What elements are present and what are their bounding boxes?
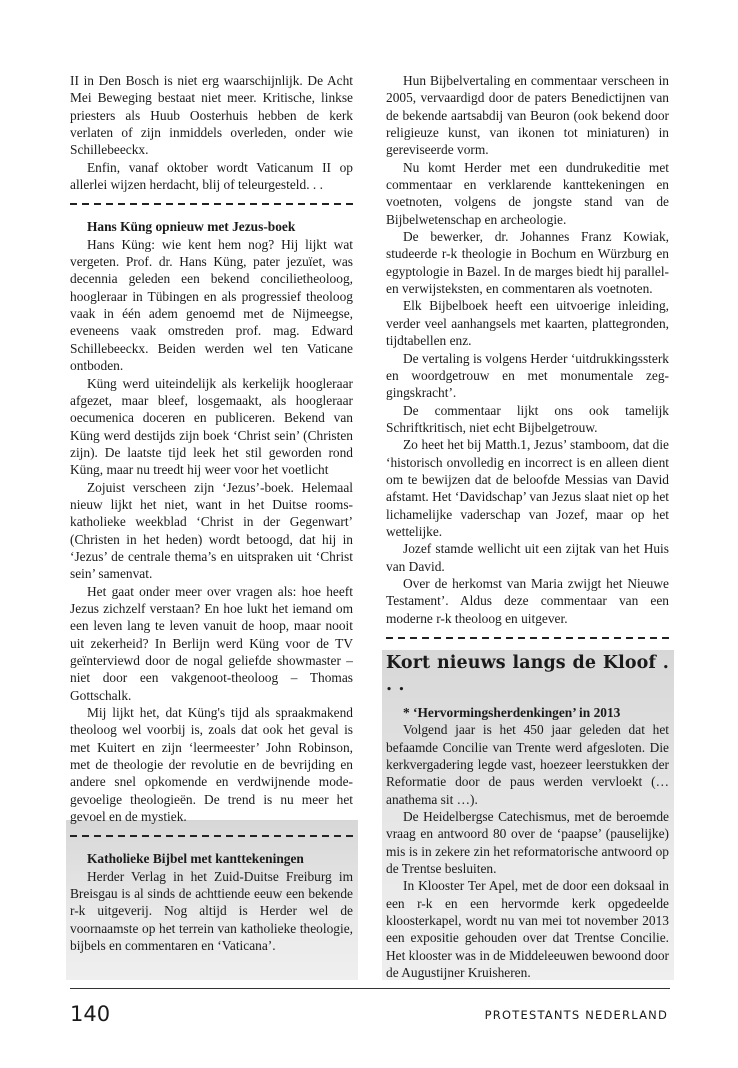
paragraph: De vertaling is volgens Herder ‘uitdrukkingssterk en woordgetrouw en met monumentale zeggingskracht’. xyxy=(386,350,669,401)
paragraph: Jozef stamde wellicht uit een zijtak van het Huis van David. xyxy=(386,541,669,574)
paragraph: Küng werd uiteindelijk als kerkelijk hoogleraar afgezet, maar bleef, losgemaakt, als hoogleraar oecumenica doceren en publiceren. Bekend van Küng werd destijds zijn boek ‘Christ sein’ (Christen zijn). De laatste tijd leek het stil geworden rond Küng, maar nu treedt hij weer voor het voetlicht xyxy=(70,375,353,478)
paragraph: Nu komt Herder met een dundrukeditie met commentaar en verklarende kanttekeningen en voetnoten, volgens de jongste stand van de Bijbelwetenschap en archeologie. xyxy=(386,159,669,227)
page-number: 140 xyxy=(70,1002,111,1026)
section-heading-kung: Hans Küng opnieuw met Jezus-boek xyxy=(87,219,296,235)
paragraph: De Heidelbergse Catechismus, met de beroemde vraag en antwoord 80 over de ‘paapse’ (pauselijke) mis is in zekere zin het reformatorische antwoord op de Trentse besluiten. xyxy=(386,809,669,877)
section-title-kort-nieuws: Kort nieuws langs de Kloof . . . xyxy=(386,653,669,695)
paragraph: Het gaat onder meer over vragen als: hoe heeft Jezus zichzelf verstaan? En hoe lukt het iemand om een leven lang te leven vanuit de hoop, maar nooit uit zekerheid? In Berlijn werd Küng voor de TV geïnterviewd door de nogal geliefde showmaster – niet door een vakgenoot-theoloog – Thomas Gottschalk. xyxy=(70,583,353,703)
paragraph: II in Den Bosch is niet erg waarschijnlijk. De Acht Mei Beweging bestaat niet meer. Kritische, linkse priesters als Huub Oosterhuis hebben de kerk verlaten of zijn inmiddels overleden, onder wie Schillebeeckx. xyxy=(70,73,353,158)
paragraph: In Klooster Ter Apel, met de door een doksaal in een r-k en een hervormde kerk opgedeelde kloosterkapel, wordt nu van mei tot november 2013 een expositie gehouden over dat Trentse Concilie. Het klooster was in de Middeleeuwen bewoond door de Augustijner Kruisheren. xyxy=(386,878,669,981)
paragraph: Volgend jaar is het 450 jaar geleden dat het befaamde Concilie van Trente werd afgesloten. Die kerkvergadering legde vast, hoezeer leerstukken der Reformatie door de paus werden vervloekt (… anathema sit …). xyxy=(386,722,669,807)
footer-rule xyxy=(70,988,670,989)
paragraph: Herder Verlag in het Zuid-Duitse Freiburg im Breisgau is al sinds de achttiende eeuw een bekende r-k uitgeverij. Nog altijd is Herder wel de voornaamste op het terrein van katholieke theologie, bijbels en commentaren en ‘Vaticana’. xyxy=(70,868,353,954)
paragraph: Enfin, vanaf oktober wordt Vaticanum II op allerlei wijzen herdacht, blij of teleurgesteld. . . xyxy=(70,159,353,193)
paragraph: Elk Bijbelboek heeft een uitvoerige inleiding, verder veel aanhangsels met kaarten, plattegronden, tijdtabellen enz. xyxy=(386,298,669,349)
section-heading-bijbel: Katholieke Bijbel met kanttekeningen xyxy=(87,851,304,867)
publication-name: PROTESTANTS NEDERLAND xyxy=(484,1008,668,1022)
paragraph: Over de herkomst van Maria zwijgt het Nieuwe Testament’. Aldus deze commentaar van een moderne r-k theoloog en uitgever. xyxy=(386,575,669,626)
paragraph: De bewerker, dr. Johannes Franz Kowiak, studeerde r-k theologie in Bochum en Würzburg en egyptologie in Bazel. In de marges biedt hij parallel- en verwijsteksten, en commentaren als voetnoten. xyxy=(386,229,669,297)
section-heading-hervorming: * ‘Hervormingsherdenkingen’ in 2013 xyxy=(403,705,621,720)
paragraph: Zojuist verscheen zijn ‘Jezus’-boek. Helemaal nieuw lijkt het niet, want in het Duitse rooms-katholieke weekblad ‘Christ in der Gegenwart’ (Christen in het heden) wordt betoogd, dat hij in ‘Jezus’ de centrale thema’s en uitspraken uit ‘Christ sein’ samenvat. xyxy=(70,479,353,582)
left-column xyxy=(70,72,353,955)
dashed-divider xyxy=(70,835,353,837)
paragraph: Zo heet het bij Matth.1, Jezus’ stamboom, dat die ‘historisch onvolledig en incorrect is en alleen dient om te bewijzen dat de beloofde Messias van David afstamt. Het ‘Davidschap’ van Jezus slaat niet op het lichamelijke vaderschap van Jozef, maar op het wettelijke. xyxy=(386,437,669,539)
dashed-divider xyxy=(386,637,669,639)
paragraph: Mij lijkt het, dat Küng's tijd als spraakmakend theoloog wel voorbij is, zoals dat ook het geval is met Kuitert en zijn ‘leermeester’ John Robinson, met de theologie der revolutie en de bevrijding en andere snel opkomende en verdwijnende modegevoelige theologieën. De trend is nu meer het gevoel en de mystiek. xyxy=(70,705,353,825)
dashed-divider xyxy=(70,203,353,205)
right-column xyxy=(386,72,669,982)
paragraph: Hans Küng: wie kent hem nog? Hij lijkt wat vergeten. Prof. dr. Hans Küng, pater jezuïet, was decennia geleden een bekend concilietheoloog, hoogleraar in Tübingen en als progressief theoloog vaak in één adem genoemd met de Nijmeegse, eveneens vaak omstreden prof. mag. Edward Schillebeeckx. Beiden werden wel ten Vaticane ontboden. xyxy=(70,236,353,374)
paragraph: De commentaar lijkt ons ook tamelijk Schriftkritisch, niet echt Bijbelgetrouw. xyxy=(386,402,669,435)
paragraph: Hun Bijbelvertaling en commentaar verscheen in 2005, vervaardigd door de paters Benedictijnen van de bekende aartsabdij van Beuron (ook bekend door religieuze kunst, van ikonen tot miniaturen) in gereviseerde vorm. xyxy=(386,73,669,158)
